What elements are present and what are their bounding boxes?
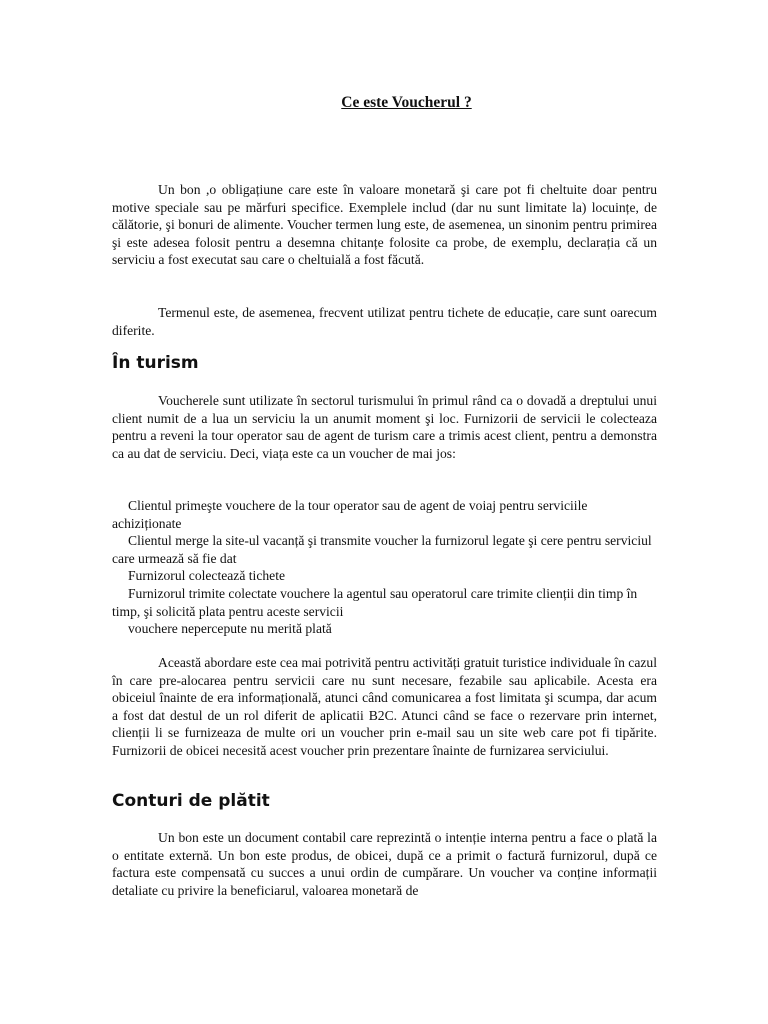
list-item: Clientul merge la site-ul vacanță şi transmite voucher la furnizorul legate şi cere pentru serviciul care urmează să fie dat: [112, 533, 652, 566]
list-item: Furnizorul trimite colectate vouchere la agentul sau operatorul care trimite clienții din timp în timp, şi solicită plata pentru aceste servicii: [112, 585, 638, 619]
list-item: vouchere nepercepute nu merită plată: [128, 621, 332, 637]
list-item: Clientul primeşte vouchere de la tour operator sau de agent de voiaj pentru serviciile achiziționate: [112, 498, 588, 531]
intro-paragraph-1: Un bon ,o obligațiune care este în valoare monetară şi care pot fi cheltuite doar pentru motive speciale sau pe mărfuri specifice. Exemplele includ (dar nu sunt limitate la) locuințe, de călătorie, şi bonuri de alimente. Voucher termen lung este, de asemenea, un sinonim pentru primirea şi este adesea folosit pentru a desemna chitanțe folosite ca probe, de exemplu, declarația că un serviciu a fost executat sau care o cheltuială a fost făcută.: [112, 182, 657, 268]
list-item: Furnizorul colectează tichete: [128, 568, 285, 584]
tourism-steps-list: [112, 497, 660, 638]
page-title: Ce este Voucherul ?: [341, 94, 472, 111]
tourism-paragraph: Voucherele sunt utilizate în sectorul turismului în primul rând ca o dovadă a dreptului unui client numit de a lua un serviciu la un anumit moment şi loc. Furnizorii de servicii le colecteaza pentru a reveni la tour operator sau de agent de turism care a trimis acest client, pentru a demonstra ca au dat de serviciu. Deci, viața este ca un voucher de mai jos:: [112, 393, 657, 461]
intro-paragraph-2: Termenul este, de asemenea, frecvent utilizat pentru tichete de educație, care sunt oarecum diferite.: [112, 305, 657, 338]
tourism-closing-paragraph: Această abordare este cea mai potrivită pentru activități gratuit turistice individuale în cazul în care pre-alocarea pentru servicii care nu sunt necesare, fezabile sau aplicabile. Acesta era obiceiul înainte de era informațională, atunci când comunicarea a fost limitata şi scumpa, dar acum a fost dat destul de un rol diferit de aplicatii B2C. Atunci când se face o rezervare prin internet, clienții li se furnizeaza de multe ori un voucher prin e-mail sau un site web care pot fi tipărite. Furnizorii de obicei necesită acest voucher prin prezentare înainte de furnizarea serviciului.: [112, 655, 657, 758]
section-heading-payables: Conturi de plătit: [112, 791, 270, 811]
section-heading-tourism: În turism: [112, 353, 199, 373]
payables-paragraph: Un bon este un document contabil care reprezintă o intenție interna pentru a face o plată la o entitate externă. Un bon este produs, de obicei, după ce a primit o factură furnizorul, după ce factura este compensată cu succes a unui ordin de cumpărare. Un voucher va conține informații detaliate cu privire la beneficiarul, valoarea monetară de: [112, 830, 657, 898]
